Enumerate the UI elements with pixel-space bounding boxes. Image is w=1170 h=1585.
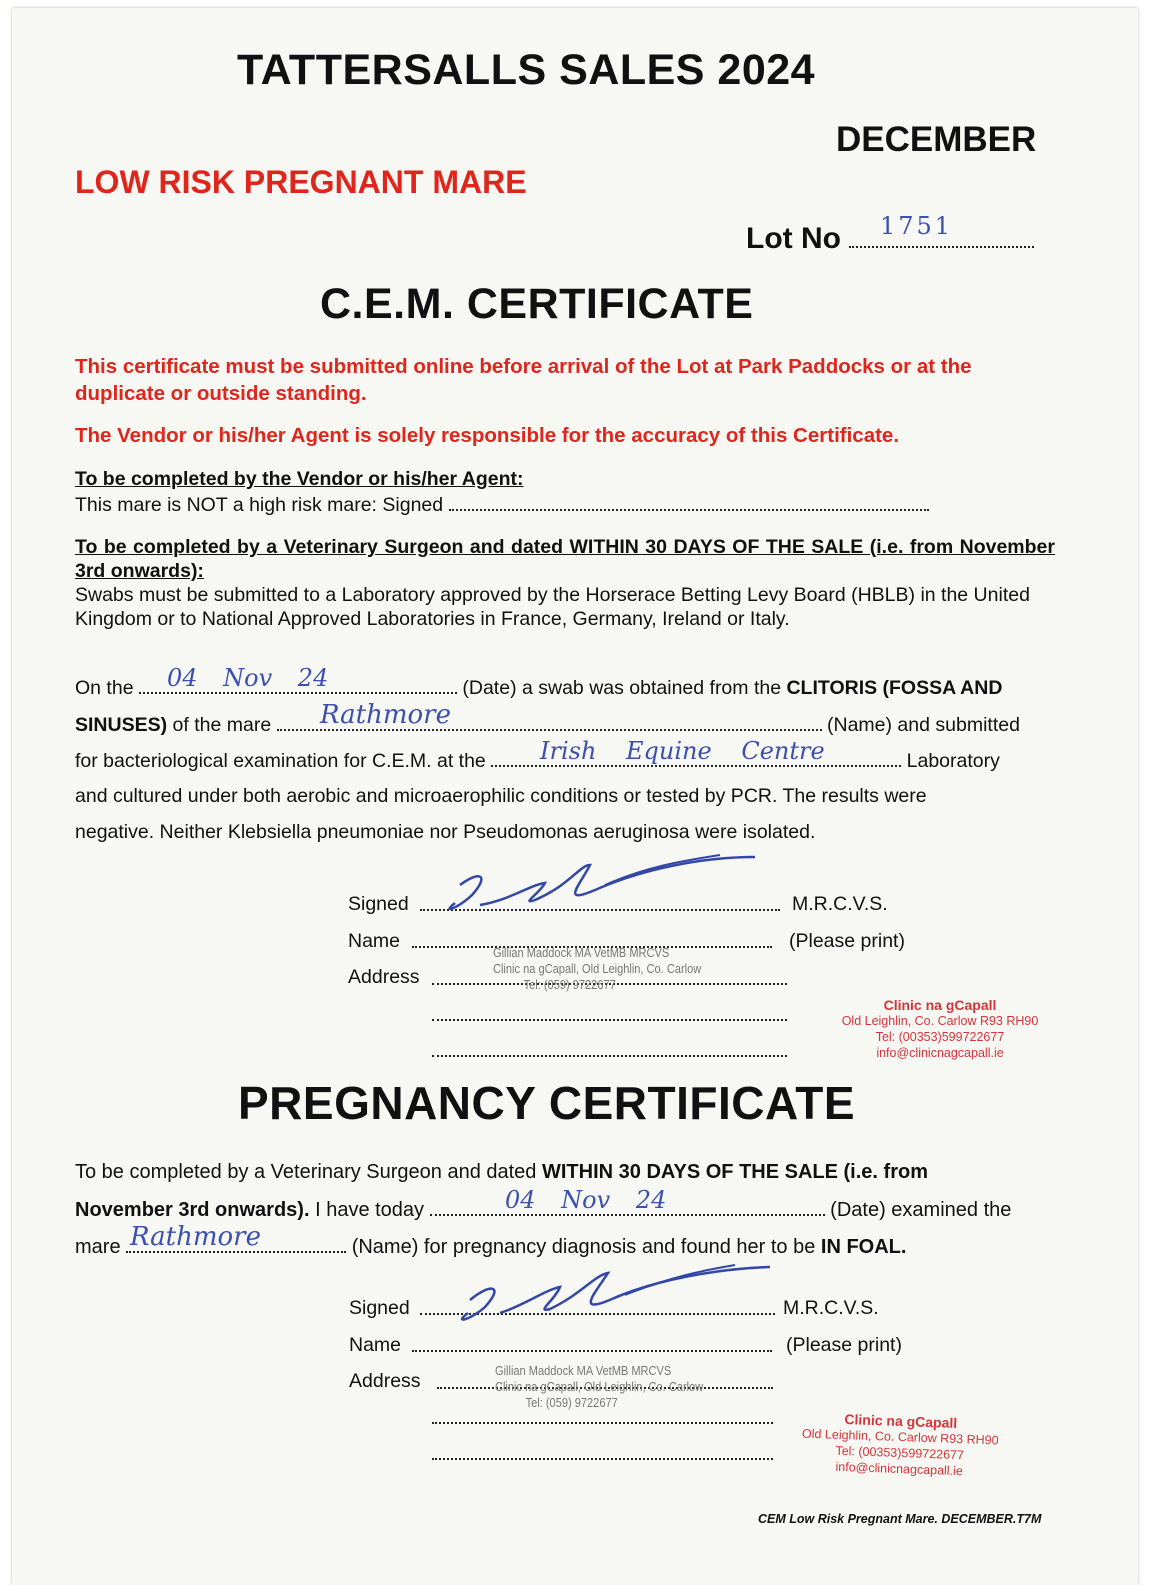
mare-category: LOW RISK PREGNANT MARE	[75, 164, 527, 200]
laboratory-value: Irish Equine Centre	[540, 737, 825, 765]
submission-notice: This certificate must be submitted online before arrival of the Lot at Park Paddocks or at the duplicate or outside standing.	[75, 355, 972, 405]
swab-requirement: Swabs must be submitted to a Laboratory approved by the Horserace Betting Levy Board (HBLB) in the United Kingdom or to National Approved Laboratories in France, Germany, Ireland or Italy.	[75, 584, 1030, 630]
preg-clinic-stamp: Clinic na gCapall Old Leighlin, Co. Carlow R93 RH90 Tel: (00353)599722677 info@clinicnagcapall.ie	[801, 1411, 999, 1479]
responsibility-notice: The Vendor or his/her Agent is solely responsible for the accuracy of this Certificate.	[75, 424, 900, 447]
mare-name-line: SINUSES) of the mare (Name) and submitted	[75, 711, 1020, 737]
lot-number-label: Lot No	[746, 222, 1034, 256]
pregnancy-line-1: To be completed by a Veterinary Surgeon and dated WITHIN 30 DAYS OF THE SALE (i.e. from	[75, 1161, 928, 1183]
preg-please-print: (Please print)	[786, 1334, 902, 1356]
swab-date-value: 04 Nov 24	[167, 664, 329, 692]
sale-month: DECEMBER	[836, 120, 1037, 159]
pregnancy-date-value: 04 Nov 24	[505, 1186, 667, 1214]
cem-signed-label: Signed	[348, 893, 409, 915]
laboratory-line: for bacteriological examination for C.E.M. at the Laboratory	[75, 747, 1000, 773]
pregnancy-heading: PREGNANCY CERTIFICATE	[238, 1077, 856, 1129]
vendor-heading: To be completed by the Vendor or his/her Agent:	[75, 468, 524, 490]
pregnancy-line-3: mare (Name) for pregnancy diagnosis and found her to be IN FOAL.	[75, 1233, 906, 1259]
cem-vet-stamp: Gillian Maddock MA VetMB MRCVS Clinic na gCapall, Old Leighlin, Co. Carlow Tel: (059) 9722677	[493, 945, 702, 992]
footer-reference: CEM Low Risk Pregnant Mare. DECEMBER.T7M	[758, 1512, 1042, 1526]
pregnancy-line-2: November 3rd onwards). I have today (Date) examined the	[75, 1196, 1011, 1222]
preg-name-line	[412, 1350, 772, 1352]
vet-heading: To be completed by a Veterinary Surgeon and dated WITHIN 30 DAYS OF THE SALE (i.e. from November 3rd onwards):	[75, 536, 1055, 582]
preg-name-label: Name	[349, 1334, 402, 1356]
preg-address-label: Address	[349, 1370, 421, 1392]
swab-date-line: On the (Date) a swab was obtained from the CLITORIS (FOSSA AND	[75, 674, 1055, 700]
document-title: TATTERSALLS SALES 2024	[237, 46, 816, 94]
negative-result-text: negative. Neither Klebsiella pneumoniae nor Pseudomonas aeruginosa were isolated.	[75, 821, 816, 843]
vendor-declaration: This mare is NOT a high risk mare: Signed	[75, 491, 929, 517]
preg-mrcvs-label: M.R.C.V.S.	[783, 1297, 879, 1319]
lot-number-value: 1751	[880, 212, 954, 240]
cem-heading: C.E.M. CERTIFICATE	[320, 280, 754, 328]
preg-signed-label: Signed	[349, 1297, 410, 1319]
cem-address-label: Address	[348, 966, 420, 988]
preg-address-line-3	[432, 1458, 773, 1460]
cem-signature-icon	[420, 845, 780, 925]
cem-please-print: (Please print)	[789, 930, 905, 952]
cem-address-line-3	[432, 1055, 787, 1057]
preg-signature-icon	[430, 1255, 790, 1335]
preg-address-line-2	[432, 1422, 773, 1424]
culture-text: and cultured under both aerobic and microaerophilic conditions or tested by PCR. The results were	[75, 785, 927, 807]
preg-vet-stamp: Gillian Maddock MA VetMB MRCVS Clinic na gCapall, Old Leighlin, Co. Carlow Tel: (059) 9722677	[495, 1363, 704, 1410]
mare-name-value: Rathmore	[320, 700, 451, 730]
cem-name-label: Name	[348, 930, 401, 952]
cem-address-line-2	[432, 1019, 787, 1021]
cem-mrcvs-label: M.R.C.V.S.	[792, 893, 888, 915]
cem-clinic-stamp: Clinic na gCapall Old Leighlin, Co. Carlow R93 RH90 Tel: (00353)599722677 info@clinicnagcapall.ie	[841, 997, 1039, 1060]
pregnancy-mare-value: Rathmore	[130, 1222, 261, 1252]
